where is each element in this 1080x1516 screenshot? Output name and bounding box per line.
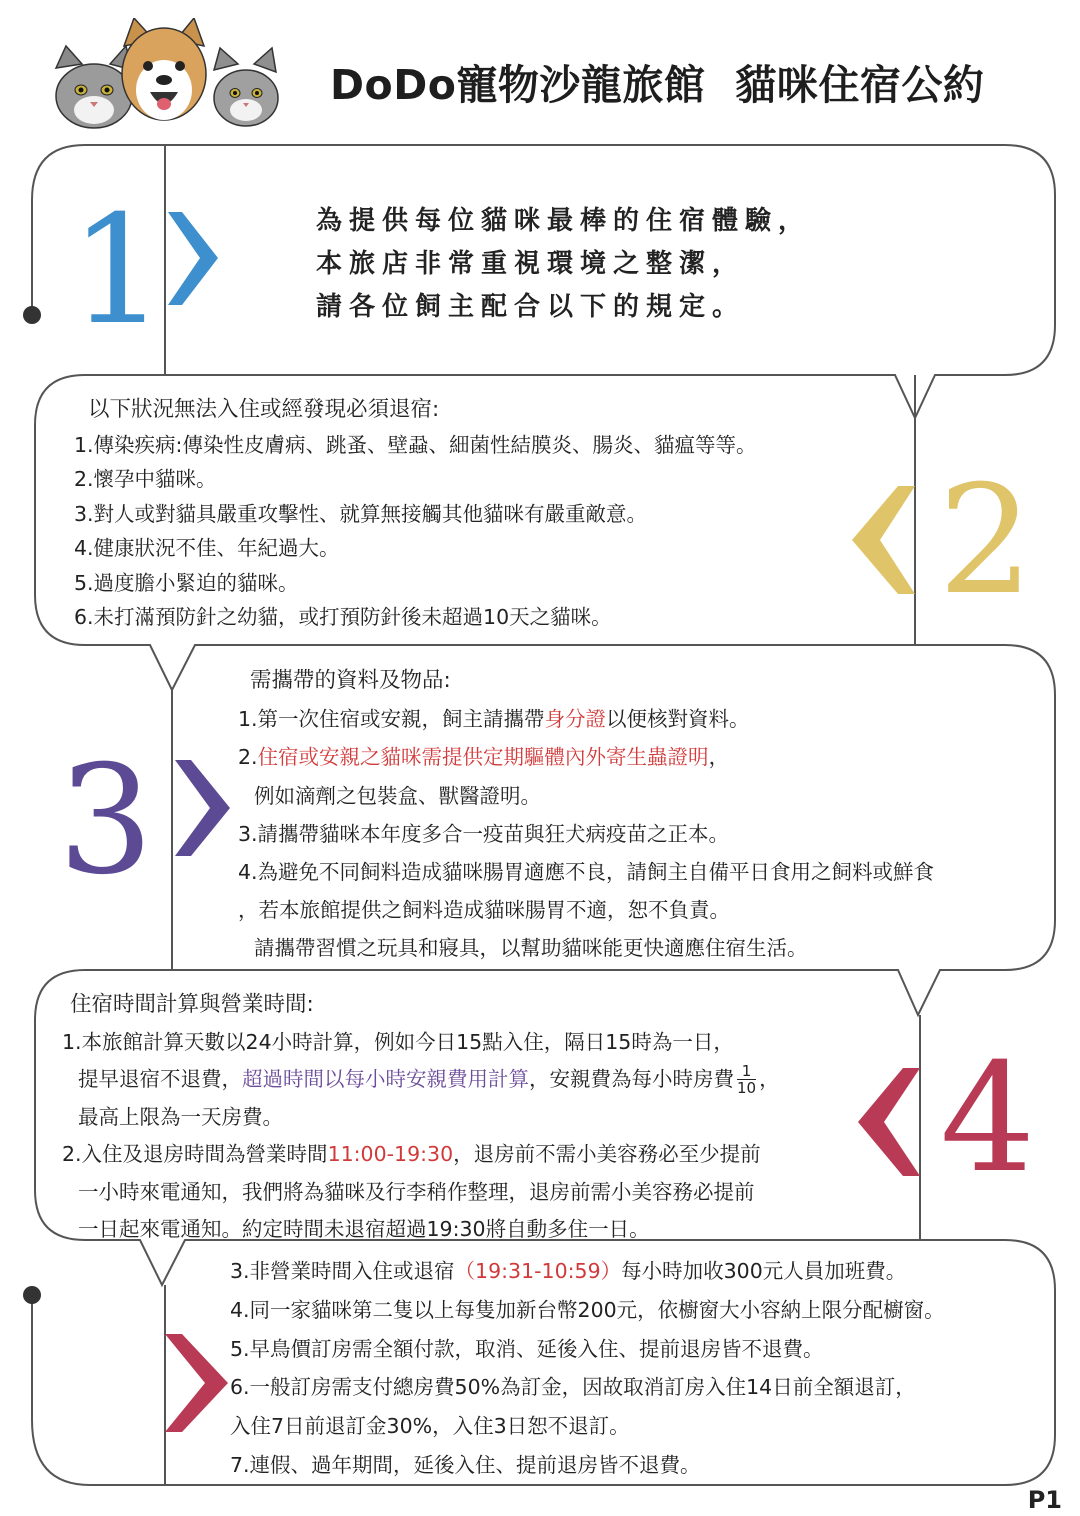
list-item: 4.為避免不同飼料造成貓咪腸胃適應不良，請飼主自備平日食用之飼料或鮮食 — [238, 860, 935, 885]
chevron-right-icon-3 — [175, 760, 230, 856]
section-5-content — [230, 1252, 945, 1485]
list-item: 1.第一次住宿或安親，飼主請攜帶身分證以便核對資料。 — [238, 707, 750, 732]
title-policy-name: 貓咪住宿公約 — [735, 61, 985, 109]
list-item: 例如滴劑之包裝盒、獸醫證明。 — [254, 783, 541, 808]
list-item: 一日起來電通知。約定時間未退宿超過19:30將自動多住一日。 — [78, 1217, 650, 1241]
timeline-dot-bottom — [23, 1286, 41, 1304]
section-3-content — [238, 662, 934, 968]
section-4-heading: 住宿時間計算與營業時間: — [70, 992, 314, 1017]
list-item: 6.未打滿預防針之幼貓，或打預防針後未超過10天之貓咪。 — [74, 605, 612, 629]
section-2-heading: 以下狀況無法入住或經發現必須退宿: — [88, 397, 440, 422]
timeline-left-5 — [32, 1296, 165, 1485]
list-item: 3.非營業時間入住或退宿（19:31-10:59）每小時加收300元人員加班費。 — [230, 1259, 907, 1283]
section-number-4: 4 — [940, 1032, 1036, 1206]
highlight-overtime: 超過時間以每小時安親費用計算 — [242, 1067, 529, 1091]
highlight-id-card: 身分證 — [544, 707, 607, 732]
section-2-content — [74, 393, 756, 635]
title-hotel-name: DoDo寵物沙龍旅館 — [330, 61, 706, 109]
list-item: 4.同一家貓咪第二隻以上每隻加新台幣200元，依櫥窗大小容納上限分配櫥窗。 — [230, 1297, 945, 1322]
list-item: 入住7日前退訂金30%，入住3日恕不退訂。 — [230, 1414, 630, 1439]
list-item: 5.過度膽小緊迫的貓咪。 — [74, 570, 299, 595]
intro-line: 為提供每位貓咪最棒的住宿體驗， — [316, 206, 812, 236]
list-item: 1.本旅館計算天數以24小時計算，例如今日15點入住，隔日15時為一日， — [62, 1029, 734, 1054]
page-title — [330, 52, 984, 111]
list-item: 2.入住及退房時間為營業時間11:00-19:30，退房前不需小美容務必至少提前 — [62, 1142, 761, 1166]
list-item: 一小時來電通知，我們將為貓咪及行李稍作整理，退房前需小美容務必提前 — [78, 1179, 755, 1204]
highlight-after-hours: （19:31-10:59） — [454, 1259, 622, 1283]
list-item: 2.住宿或安親之貓咪需提供定期驅體內外寄生蟲證明， — [238, 745, 730, 770]
list-item: 2.懷孕中貓咪。 — [74, 467, 217, 491]
list-item: 最高上限為一天房費。 — [78, 1104, 283, 1129]
list-item: 4.健康狀況不佳、年紀過大。 — [74, 536, 340, 560]
cats-and-dog-illustration — [48, 18, 280, 130]
section-4-content — [62, 986, 780, 1249]
list-item: 1.傳染疾病:傳染性皮膚病、跳蚤、壁蝨、細菌性結膜炎、腸炎、貓瘟等等。 — [74, 432, 757, 457]
section-number-2: 2 — [938, 454, 1034, 628]
chevron-left-icon-2 — [852, 486, 915, 594]
intro-line: 本旅店非常重視環境之整潔， — [316, 249, 746, 279]
intro-line: 請各位飼主配合以下的規定。 — [316, 292, 746, 322]
page-number: P1 — [1027, 1486, 1062, 1514]
list-item: 3.對人或對貓具嚴重攻擊性、就算無接觸其他貓咪有嚴重敵意。 — [74, 501, 648, 526]
chevron-right-icon-5 — [165, 1334, 228, 1432]
section-3-heading: 需攜帶的資料及物品: — [250, 668, 451, 693]
list-item: 3.請攜帶貓咪本年度多合一疫苗與狂犬病疫苗之正本。 — [238, 821, 730, 846]
intro-text — [316, 200, 811, 329]
chevron-left-icon-4 — [858, 1068, 920, 1176]
list-item: 請攜帶習慣之玩具和寢具，以幫助貓咪能更快適應住宿生活。 — [254, 936, 808, 961]
chevron-right-icon-1 — [168, 212, 218, 305]
list-item: 6.一般訂房需支付總房費50%為訂金，因故取消訂房入住14日前全額退訂， — [230, 1375, 916, 1400]
highlight-business-hours: 11:00-19:30 — [327, 1142, 454, 1166]
list-item: 5.早鳥價訂房需全額付款，取消、延後入住、提前退房皆不退費。 — [230, 1336, 824, 1361]
section-number-1: 1 — [70, 184, 166, 358]
timeline-dot-top — [23, 306, 41, 324]
highlight-parasite-proof: 住宿或安親之貓咪需提供定期驅體內外寄生蟲證明 — [257, 745, 709, 770]
list-item: 提早退宿不退費，超過時間以每小時安親費用計算，安親費為每小時房費 $\frac{1}{10}$ ， — [78, 1062, 780, 1097]
fraction-one-tenth: $\frac{1}{10}$ — [737, 1062, 757, 1097]
list-item: ，若本旅館提供之飼料造成貓咪腸胃不適，恕不負責。 — [238, 898, 730, 923]
list-item: 7.連假、過年期間，延後入住、提前退房皆不退費。 — [230, 1452, 701, 1477]
section-number-3: 3 — [58, 734, 154, 908]
